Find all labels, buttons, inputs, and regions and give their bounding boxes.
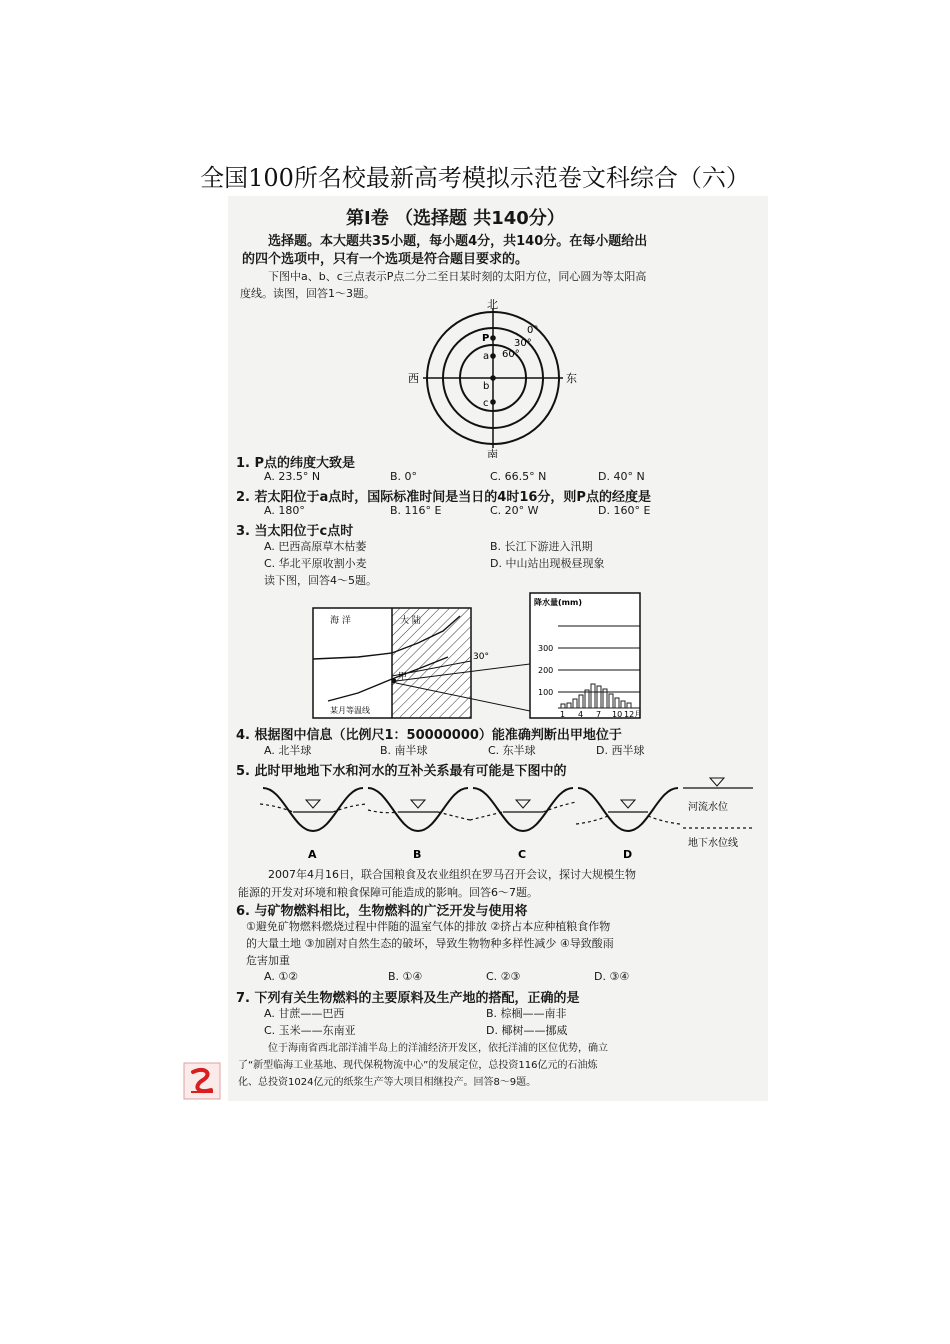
intro-1-3-line-2: 度线。读图，回答1～3题。 [240, 287, 375, 300]
intro-1-3-line-1: 下图中a、b、c三点表示P点二分二至日某时刻的太阳方位，同心圆为等太阳高 [268, 270, 647, 283]
diagram-a [260, 788, 366, 831]
document-title: 全国100所名校最新高考模拟示范卷文科综合（六） [200, 164, 750, 192]
label-north: 北 [487, 298, 498, 311]
q2-option-a: A. 180° [264, 504, 305, 517]
sun-position-diagram [408, 298, 588, 458]
q7-option-a: A. 甘蔗——巴西 [264, 1007, 345, 1020]
label-30-lat: 30° [473, 652, 489, 662]
label-jia: 甲 [398, 672, 408, 682]
scanned-exam-page [228, 196, 768, 1101]
q6-body-line-1: ①避免矿物燃料燃烧过程中伴随的温室气体的排放 ②挤占本应种植粮食作物 [246, 920, 611, 933]
label-30-deg: 30° [514, 338, 532, 349]
passage-6-7-line-1: 2007年4月16日，联合国粮食及农业组织在罗马召开会议，探讨大规模生物 [268, 868, 636, 881]
q5-stem: 5. 此时甲地地下水和河水的互补关系最有可能是下图中的 [236, 764, 567, 779]
section-header: 第Ⅰ卷 （选择题 共140分） [346, 208, 565, 229]
instructions-line-2: 的四个选项中，只有一个选项是符合题目要求的。 [242, 252, 529, 267]
label-west: 西 [408, 372, 419, 385]
precip-tick-100: 100 [538, 688, 554, 697]
label-diagram-d: D [623, 848, 633, 861]
label-60-deg: 60° [502, 349, 520, 360]
label-diagram-a: A [308, 848, 317, 861]
river-groundwater-diagrams [258, 776, 758, 866]
q6-option-b: B. ①④ [388, 970, 423, 983]
q1-option-c: C. 66.5° N [490, 470, 547, 483]
point-b [490, 375, 496, 381]
label-land: 大 陆 [400, 616, 421, 626]
label-isotherm: 某月等温线 [330, 706, 370, 715]
label-0-deg: 0° [527, 325, 539, 336]
precip-tick-300: 300 [538, 644, 554, 653]
q7-stem: 7. 下列有关生物燃料的主要原料及生产地的搭配，正确的是 [236, 991, 580, 1006]
q2-option-c: C. 20° W [490, 504, 539, 517]
q3-option-b: B. 长江下游进入汛期 [490, 540, 593, 553]
precip-x-7: 7 [596, 710, 602, 719]
label-diagram-b: B [413, 848, 422, 861]
q1-option-d: D. 40° N [598, 470, 645, 483]
q7-option-d: D. 椰树——挪威 [486, 1024, 568, 1037]
label-b: b [483, 381, 490, 392]
point-p [490, 335, 496, 341]
legend-river-level: 河流水位 [688, 802, 728, 813]
q7-option-c: C. 玉米——东南亚 [264, 1024, 356, 1037]
q3-stem: 3. 当太阳位于c点时 [236, 524, 354, 539]
q6-option-a: A. ①② [264, 970, 299, 983]
diagram-b [368, 788, 470, 831]
q4-option-c: C. 东半球 [488, 744, 536, 757]
q3-option-a: A. 巴西高原草木枯萎 [264, 540, 367, 553]
point-c [490, 399, 496, 405]
diagram-c [470, 788, 576, 831]
q3-option-d: D. 中山站出现极昼现象 [490, 557, 605, 570]
q7-option-b: B. 棕榈——南非 [486, 1007, 567, 1020]
passage-8-9-line-3: 化、总投资1024亿元的纸浆生产等大项目相继投产。回答8～9题。 [238, 1077, 537, 1088]
precip-x-4: 4 [578, 710, 584, 719]
q1-option-a: A. 23.5° N [264, 470, 321, 483]
q4-stem: 4. 根据图中信息（比例尺1：50000000）能准确判断出甲地位于 [236, 728, 622, 743]
point-jia [392, 679, 397, 684]
q2-option-d: D. 160° E [598, 504, 651, 517]
q6-body-line-3: 危害加重 [246, 954, 290, 967]
passage-8-9-line-2: 了“新型临海工业基地、现代保税物流中心”的发展定位，总投资116亿元的石油炼 [238, 1060, 598, 1071]
q4-option-d: D. 西半球 [596, 744, 645, 757]
precip-tick-200: 200 [538, 666, 554, 675]
precip-x-10: 10 [612, 710, 623, 719]
passage-6-7-line-2: 能源的开发对环境和粮食保障可能造成的影响。回答6～7题。 [238, 886, 538, 899]
q4-option-b: B. 南半球 [380, 744, 428, 757]
publisher-logo-icon [183, 1062, 221, 1100]
precip-title: 降水量(mm) [534, 598, 582, 607]
q6-option-d: D. ③④ [594, 970, 630, 983]
q3-option-c: C. 华北平原收割小麦 [264, 557, 367, 570]
label-p: P [482, 333, 490, 344]
label-c: c [483, 398, 489, 409]
legend-groundwater: 地下水位线 [688, 838, 738, 849]
q6-body-line-2: 的大量土地 ③加剧对自然生态的破坏，导致生物物种多样性减少 ④导致酸雨 [246, 937, 614, 950]
label-a: a [483, 351, 490, 362]
q6-option-c: C. ②③ [486, 970, 521, 983]
climate-figure [308, 591, 668, 726]
label-south: 南 [487, 448, 498, 458]
q2-stem: 2. 若太阳位于a点时，国际标准时间是当日的4时16分，则P点的经度是 [236, 490, 651, 505]
q1-stem: 1. P点的纬度大致是 [236, 456, 356, 471]
label-ocean: 海 洋 [330, 616, 351, 626]
intro-4-5: 读下图，回答4～5题。 [264, 574, 377, 587]
instructions-line-1: 选择题。本大题共35小题，每小题4分，共140分。在每小题给出 [268, 234, 648, 249]
precip-x-12: 12月 [624, 710, 643, 719]
passage-8-9-line-1: 位于海南省西北部洋浦半岛上的洋浦经济开发区，依托洋浦的区位优势，确立 [268, 1043, 608, 1054]
label-east: 东 [566, 372, 577, 385]
q4-option-a: A. 北半球 [264, 744, 312, 757]
q6-stem: 6. 与矿物燃料相比，生物燃料的广泛开发与使用将 [236, 904, 528, 919]
diagram-d [576, 788, 680, 831]
point-a [490, 353, 496, 359]
precip-x-1: 1 [560, 710, 566, 719]
q1-option-b: B. 0° [390, 470, 418, 483]
q2-option-b: B. 116° E [390, 504, 442, 517]
label-diagram-c: C [518, 848, 527, 861]
